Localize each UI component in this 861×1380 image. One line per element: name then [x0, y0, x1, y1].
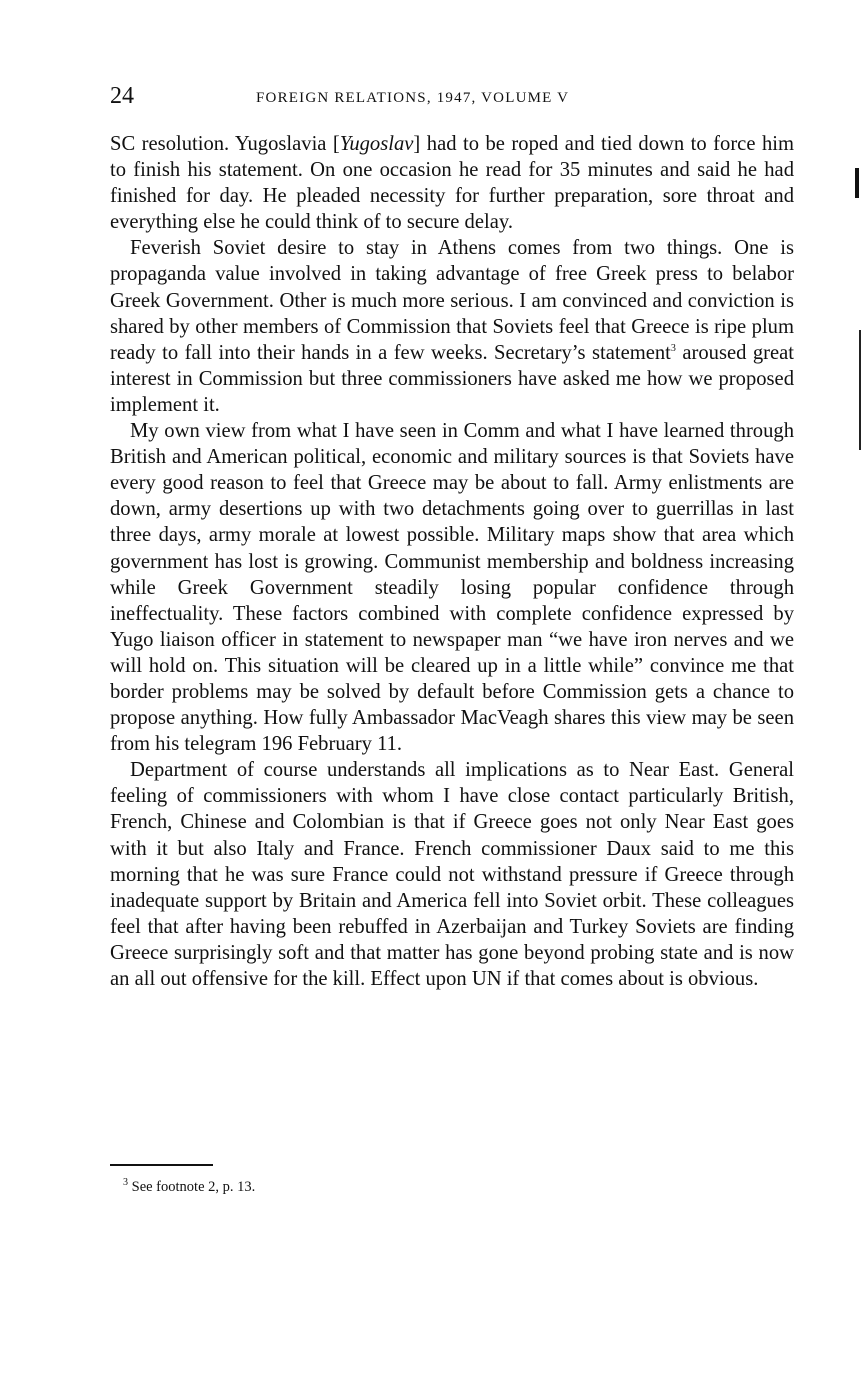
paragraph-2-text-b: aroused great interest in Commission but three commissioners have asked me how we proposed implement it. [110, 341, 794, 416]
paragraph-3: My own view from what I have seen in Comm and what I have learned through British and American political, economic and military sources is that Soviets have every good reason to feel that Greece may be about to fall. Army enlistments are down, army desertions up with two detachments going over to guerrillas in last three days, army morale at lowest possible. Military maps show that area which government has lost is growing. Communist membership and boldness increasing while Greek Government steadily losing popular confidence through ineffectuality. These factors combined with complete confidence expressed by Yugo liaison officer in statement to newspaper man “we have iron nerves and we will hold on. This situation will be cleared up in a little while” convince me that border problems may be solved by default before Commission gets a chance to propose anything. How fully Ambassador MacVeagh shares this view may be seen from his telegram 196 February 11. [110, 420, 794, 756]
footnote-text: See footnote 2, p. 13. [128, 1179, 256, 1195]
paragraph-1-text-a: SC resolution. Yugoslavia [ [110, 133, 340, 155]
body-text [110, 131, 794, 992]
paragraph-4: Department of course understands all implications as to Near East. General feeling of commissioners with whom I have close contact particularly British, French, Chinese and Colombian is that if Greece goes not only Near East goes with it but also Italy and France. French commissioner Daux said to me this morning that he was sure France could not withstand pressure if Greece through inadequate support by Britain and America fell into Soviet orbit. These colleagues feel that after having been rebuffed in Azerbaijan and Turkey Soviets are finding Greece surprisingly soft and that matter has gone beyond probing state and is now an all out offensive for the kill. Effect upon UN if that comes about is obvious. [110, 759, 794, 990]
paragraph-2 [110, 235, 794, 418]
footnote-reference: 3 [670, 342, 676, 354]
paragraph-1 [110, 131, 794, 235]
footnote [123, 1177, 255, 1197]
paragraph-1-text-c: ] had to be roped and tied down to force him to finish his statement. On one occasion he read for 35 minutes and said he had finished for day. He pleaded necessity for further preparation, sore throat and everything else he could think of to secure delay. [110, 133, 794, 234]
running-head: FOREIGN RELATIONS, 1947, VOLUME V [256, 90, 570, 106]
page-number: 24 [110, 83, 134, 109]
scan-margin-mark [855, 168, 859, 198]
paragraph-2-text-a: Feverish Soviet desire to stay in Athens comes from two things. One is propaganda value involved in taking advantage of free Greek press to belabor Greek Government. Other is much more serious. I am convinced and conviction is shared by other members of Commission that Soviets feel that Greece is ripe plum ready to fall into their hands in a few weeks. Secretary’s statement [110, 237, 794, 364]
footnote-marker: 3 [123, 1177, 128, 1189]
page-header [110, 80, 794, 112]
footnote-rule [110, 1164, 213, 1166]
bracketed-correction: Yugoslav [339, 133, 414, 155]
